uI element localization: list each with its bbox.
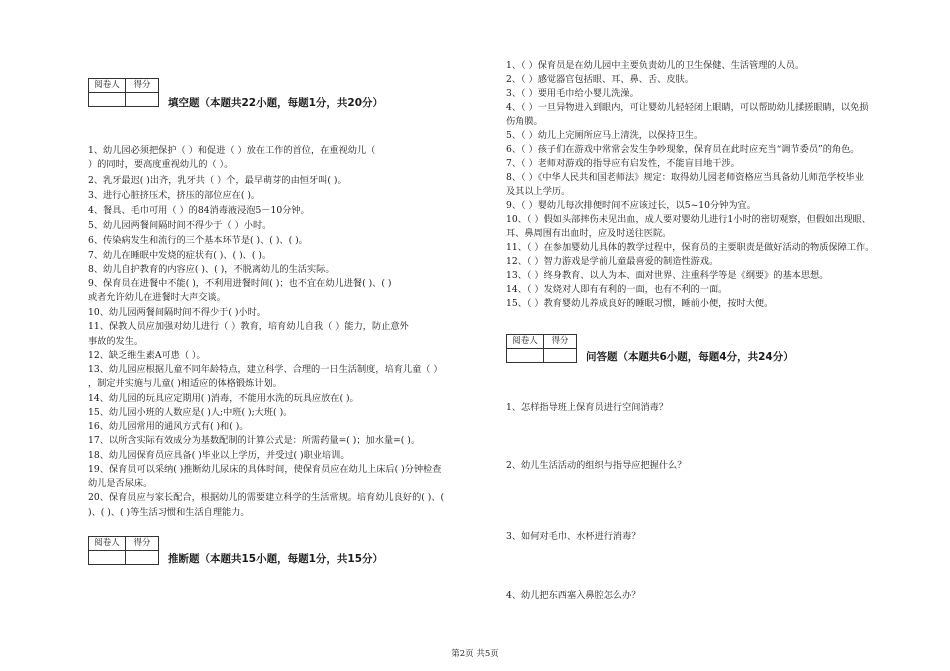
fill-line: 10、幼儿园两餐间隔时间不得少于( )小时。 (88, 307, 266, 318)
fill-line: ）的同时，要高度重视幼儿的（ ）。 (88, 159, 234, 170)
fill-line: 6、传染病发生和流行的三个基本环节是( )、( )、( )。 (88, 235, 308, 246)
qa-section-title: 问答题（本题共6小题，每题4分，共24分） (586, 351, 794, 363)
judge-line: 11、（ ）在参加婴幼儿具体的教学过程中，保育员的主要职责是做好活动的物质保障工作。 (506, 242, 875, 253)
fill-line: 9、保育员在进餐中不能( )，不利用进餐时间( )；也不宜在幼儿进餐( )、( ) (88, 278, 392, 289)
qa-question: 4、幼儿把东西塞入鼻腔怎么办？ (506, 590, 641, 601)
fill-line: 15、幼儿园小班的人数应是( )人;中班( );大班( )。 (88, 407, 293, 418)
fill-section-title: 填空题（本题共22小题，每题1分，共20分） (168, 97, 384, 109)
judge-line: 13、（ ）终身教育、以人为本、面对世界、注重科学等是《纲要》的基本思想。 (506, 270, 829, 281)
reviewer-cell (89, 93, 126, 107)
reviewer-cell (89, 551, 126, 565)
judge-line: 3、（ ）要用毛巾给小婴儿洗澡。 (506, 88, 639, 99)
reviewer-label: 阅卷人 (89, 537, 126, 551)
judge-line: 及其以上学历。 (506, 186, 571, 197)
score-box (88, 78, 159, 107)
fill-line: 3、进行心脏挤压术，挤压的部位应在( )。 (88, 190, 261, 201)
judge-section-title: 推断题（本题共15小题，每题1分，共15分） (168, 553, 384, 565)
fill-line: )、( )、( )等生活习惯和生活自理能力。 (88, 507, 250, 518)
score-cell (126, 551, 159, 565)
judge-line: 7、（ ）老师对游戏的指导应有启发性，不能盲目地干涉。 (506, 158, 740, 169)
fill-line: 11、保教人员应加强对幼儿进行（ ）教育，培育幼儿自我（ ）能力，防止意外 (88, 321, 409, 332)
judge-line: 2、（ ）感觉器官包括眼、耳、鼻、舌、皮肤。 (506, 74, 694, 85)
fill-line: 7、幼儿在睡眠中发烧的症状有( )、( )、( )。 (88, 250, 272, 261)
judge-line: 1、（ ）保育员是在幼儿园中主要负责幼儿的卫生保健、生活管理的人员。 (506, 60, 805, 71)
judge-line: 14、（ ）发烧对人即有有利的一面，也有不利的一面。 (506, 284, 728, 295)
fill-line: 或者允许幼儿在进餐时大声交谈。 (88, 292, 226, 303)
reviewer-label: 阅卷人 (507, 335, 544, 349)
fill-line: 14、幼儿园的玩具应定期用( )消毒，不能用水洗的玩具应放在( )。 (88, 393, 359, 404)
fill-line: 17、以所含实际有效成分为基数配制的计算公式是：所需药量=( )；加水量=( )。 (88, 435, 421, 446)
fill-line: 事故的发生。 (88, 336, 144, 347)
judge-line: 伤角膜。 (506, 116, 543, 127)
score-label: 得分 (126, 537, 159, 551)
judge-line: 耳、鼻周围有出血时，应及时送往医院。 (506, 228, 672, 239)
reviewer-label: 阅卷人 (89, 79, 126, 93)
fill-line: 1、幼儿园必须把保护（ ）和促进（ ）放在工作的首位，在重视幼儿（ (88, 145, 376, 156)
score-cell (126, 93, 159, 107)
qa-question: 1、怎样指导班上保育员进行空间消毒？ (506, 402, 669, 413)
fill-line: 8、幼儿自护教育的内容应( )、( )，不脱离幼儿的生活实际。 (88, 264, 335, 275)
score-label: 得分 (126, 79, 159, 93)
fill-line: 4、餐具、毛巾可用（ ）的84消毒液浸泡5－10分钟。 (88, 205, 310, 216)
reviewer-cell (507, 349, 544, 363)
fill-line: 5、幼儿园两餐间隔时间不得少于（ ）小时。 (88, 220, 272, 231)
fill-line: 幼儿是否尿床。 (88, 478, 153, 489)
judge-line: 8、（ ）《中华人民共和国老师法》规定：取得幼儿园老师资格应当具备幼儿师范学校毕业 (506, 172, 864, 183)
fill-line: ，制定并实施与儿童( )相适应的体格锻炼计划。 (88, 378, 282, 389)
score-label: 得分 (544, 335, 577, 349)
judge-line: 9、（ ）婴幼儿每次排便时间不应该过长，以5~10分钟为宜。 (506, 200, 756, 211)
judge-line: 10、（ ）假如头部摔伤未见出血，成人要对婴幼儿进行1小时的密切观察，但假如出现眼、 (506, 214, 871, 225)
fill-line: 2、乳牙最迟( )出齐，乳牙共（ ）个，最早萌芽的由恒牙叫( )。 (88, 175, 347, 186)
judge-line: 15、（ ）教育婴幼儿养成良好的睡眠习惯，睡前小便，按时大便。 (506, 298, 774, 309)
page-footer: 第2页 共5页 (451, 649, 499, 659)
fill-line: 18、幼儿园保育员应具备( )毕业以上学历，并受过( )职业培训。 (88, 450, 350, 461)
fill-line: 20、保育员应与家长配合，根据幼儿的需要建立科学的生活常规。培育幼儿良好的( )、( (88, 492, 445, 503)
judge-line: 4、（ ）一旦异物进入到眼内，可让婴幼儿轻轻闭上眼睛，可以帮助幼儿揉搓眼睛，以免损 (506, 102, 869, 113)
qa-question: 2、幼儿生活活动的组织与指导应把握什么？ (506, 460, 687, 471)
score-box (506, 334, 577, 363)
judge-line: 12、（ ）智力游戏是学前儿童最喜爱的制造性游戏。 (506, 256, 719, 267)
fill-line: 16、幼儿园常用的通风方式有( )和( )。 (88, 421, 249, 432)
fill-line: 19、保育员可以采纳( )推断幼儿尿床的具体时间，使保育员应在幼儿上床后( )分钟检查 (88, 464, 442, 475)
score-cell (544, 349, 577, 363)
judge-line: 6、（ ）孩子们在游戏中常常会发生争吵现象，保育员在此时应充当“调节委员”的角色。 (506, 144, 860, 155)
fill-line: 13、幼儿园应根据儿童不同年龄特点，建立科学、合理的一日生活制度，培育儿童（ ） (88, 364, 443, 375)
fill-line: 12、缺乏维生素A可患（ ）。 (88, 350, 206, 361)
score-box (88, 536, 159, 565)
qa-question: 3、如何对毛巾、水杯进行消毒？ (506, 531, 641, 542)
judge-line: 5、（ ）幼儿上完厕所应马上清洗，以保持卫生。 (506, 130, 704, 141)
